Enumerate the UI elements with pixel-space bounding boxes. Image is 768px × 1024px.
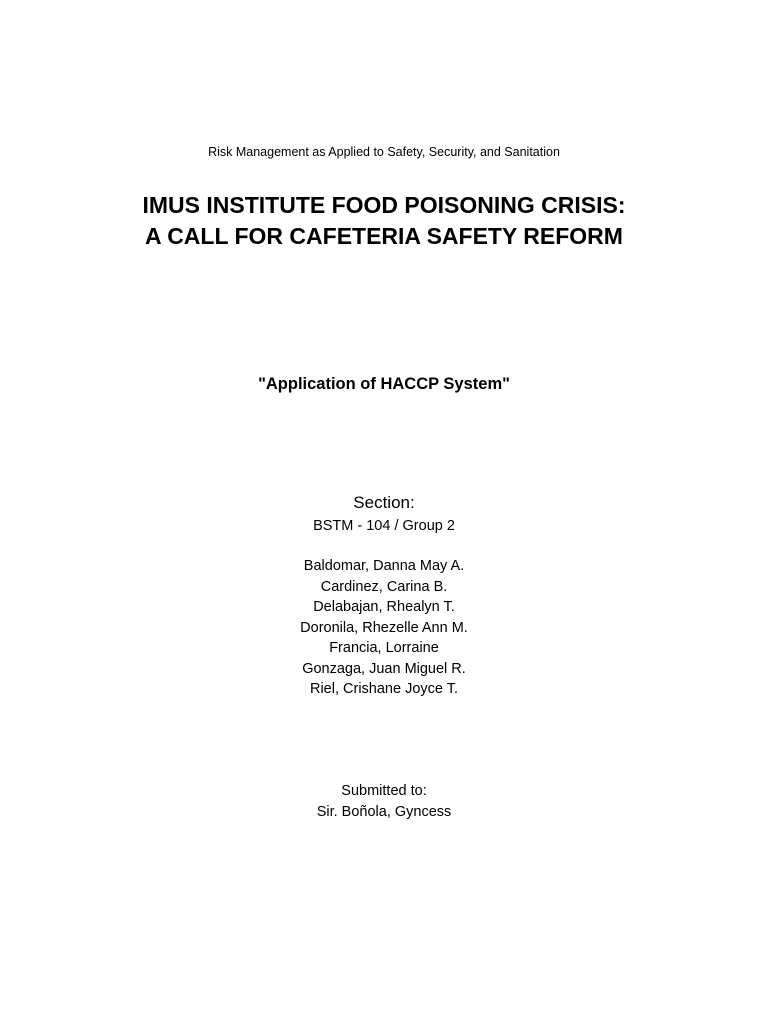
member-list: [0, 556, 768, 700]
member-name: Baldomar, Danna May A.: [303, 558, 465, 574]
document-title-line-1: IMUS INSTITUTE FOOD POISONING CRISIS:: [142, 192, 626, 218]
member-name: Delabajan, Rhealyn T.: [313, 599, 455, 615]
submitted-to-label: Submitted to:: [341, 783, 427, 799]
member-name: Francia, Lorraine: [329, 640, 439, 656]
document-title-line-2: A CALL FOR CAFETERIA SAFETY REFORM: [145, 223, 623, 249]
member-name: Riel, Crishane Joyce T.: [309, 681, 459, 697]
member-name: Gonzaga, Juan Miguel R.: [302, 660, 466, 677]
section-value: BSTM - 104 / Group 2: [313, 518, 455, 534]
submitted-to-name: Sir. Boñola, Gyncess: [316, 804, 452, 820]
section-label: Section:: [353, 493, 415, 512]
member-name: Cardinez, Carina B.: [320, 578, 448, 595]
course-title: Risk Management as Applied to Safety, Security, and Sanitation: [208, 145, 560, 159]
member-name: Doronila, Rhezelle Ann M.: [300, 619, 468, 636]
document-subtitle: "Application of HACCP System": [258, 375, 510, 393]
